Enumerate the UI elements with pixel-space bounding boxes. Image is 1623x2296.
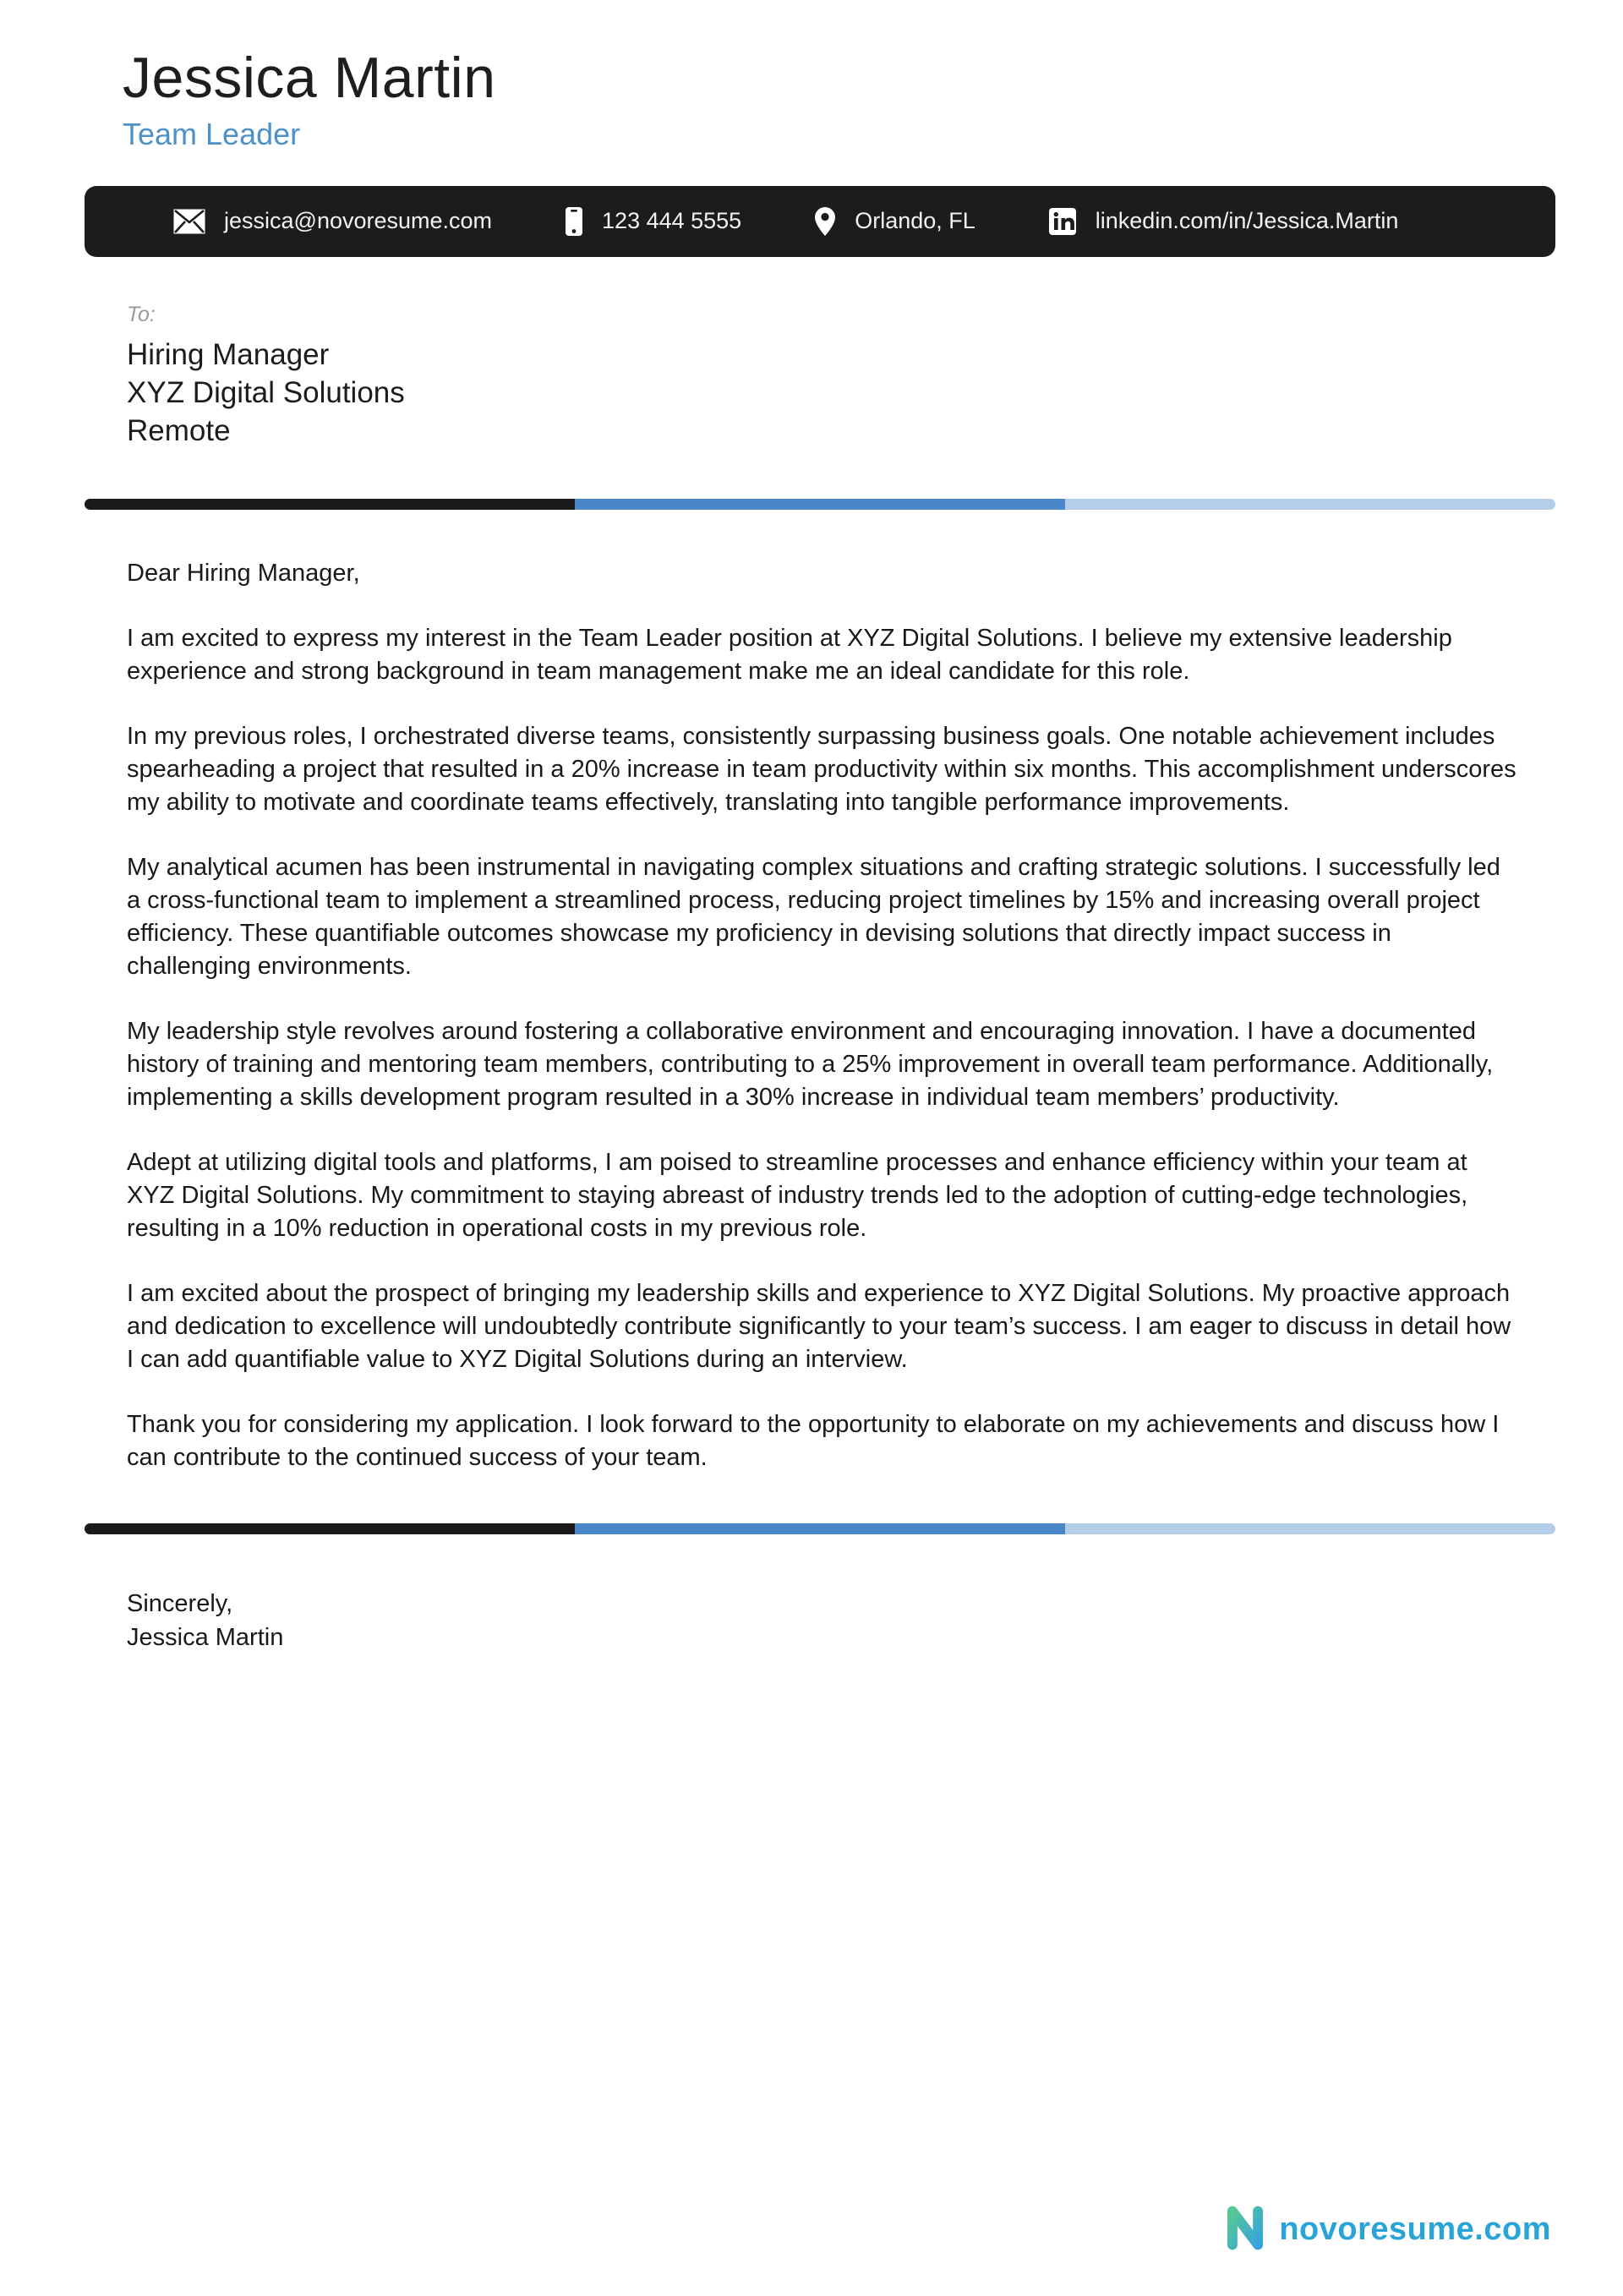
letter-body <box>127 557 1517 1474</box>
contact-linkedin <box>1048 207 1399 236</box>
paragraph-thanks: Thank you for considering my application. I look forward to the opportunity to elaborate on my achievements and discuss how I can contribute to the continued success of your team. <box>127 1410 1500 1471</box>
divider-segment-black <box>85 1523 575 1534</box>
contact-phone <box>565 206 741 237</box>
divider-segment-blue <box>575 499 1065 510</box>
job-title: Team Leader <box>123 116 301 151</box>
contact-phone-value: 123 444 5555 <box>602 208 742 234</box>
header <box>0 0 1623 152</box>
contact-location <box>814 206 975 237</box>
location-pin-icon <box>814 206 836 237</box>
mail-icon <box>173 209 205 234</box>
paragraph-leadership: My leadership style revolves around fostering a collaborative environment and encouraging innovation. I have a documented history of training and mentoring team members, contributing to a 25% improvement in overall team performance. Additionally, implementing a skills development program resulted in a 30% increase in individual team members’ productivity. <box>127 1017 1494 1111</box>
linkedin-icon <box>1048 207 1077 236</box>
divider-segment-black <box>85 499 575 510</box>
footer-brand-text: novoresume.com <box>1279 2211 1551 2247</box>
divider-segment-blue <box>575 1523 1065 1534</box>
contact-bar <box>85 186 1555 257</box>
phone-icon <box>565 206 583 237</box>
recipient-block <box>127 303 1623 450</box>
section-divider-top <box>85 499 1555 510</box>
contact-linkedin-value: linkedin.com/in/Jessica.Martin <box>1095 208 1399 234</box>
recipient-name: Hiring Manager <box>127 337 330 371</box>
paragraph-experience: In my previous roles, I orchestrated diverse teams, consistently surpassing business goals. One notable achievement includes spearheading a project that resulted in a 20% increase in team productivity within six months. This accomplishment underscores my ability to motivate and coordinate teams effectively, translating into tangible performance improvements. <box>127 722 1516 816</box>
contact-email <box>173 208 492 234</box>
divider-segment-lightblue <box>1065 499 1555 510</box>
paragraph-digital-tools: Adept at utilizing digital tools and platforms, I am poised to streamline processes and enhance efficiency within your team at XYZ Digital Solutions. My commitment to staying abreast of industry trends led to the adoption of cutting-edge technologies, resulting in a 10% reduction in operational costs in my previous role. <box>127 1148 1468 1242</box>
paragraph-intro: I am excited to express my interest in the Team Leader position at XYZ Digital Solutions. I believe my extensive leadership experience and strong background in team management make me an ideal candidate for this role. <box>127 624 1452 685</box>
contact-location-value: Orlando, FL <box>855 208 975 234</box>
footer-brand-link[interactable] <box>1223 2204 1551 2255</box>
signoff-closing: Sincerely, <box>127 1589 233 1617</box>
paragraph-salutation: Dear Hiring Manager, <box>127 559 360 587</box>
to-label: To: <box>127 302 156 326</box>
paragraph-analytical: My analytical acumen has been instrumental in navigating complex situations and crafting strategic solutions. I successfully led a cross-functional team to implement a streamlined process, reducing project timelines by 15% and increasing overall project efficiency. These quantifiable outcomes showcase my proficiency in devising solutions that directly impact success in challenging environments. <box>127 853 1500 980</box>
section-divider-bottom <box>85 1523 1555 1534</box>
divider-segment-lightblue <box>1065 1523 1555 1534</box>
signoff-name: Jessica Martin <box>127 1623 284 1651</box>
recipient-location: Remote <box>127 413 231 447</box>
recipient-company: XYZ Digital Solutions <box>127 375 405 409</box>
signoff-block <box>127 1587 1623 1654</box>
novoresume-logo-icon <box>1223 2204 1267 2255</box>
page-title: Jessica Martin <box>123 46 496 110</box>
contact-email-value: jessica@novoresume.com <box>224 208 493 234</box>
paragraph-prospect: I am excited about the prospect of bringing my leadership skills and experience to XYZ Digital Solutions. My proactive approach and dedication to excellence will undoubtedly contribute significantly to your team’s success. I am eager to discuss in detail how I can add quantifiable value to XYZ Digital Solutions during an interview. <box>127 1279 1511 1373</box>
